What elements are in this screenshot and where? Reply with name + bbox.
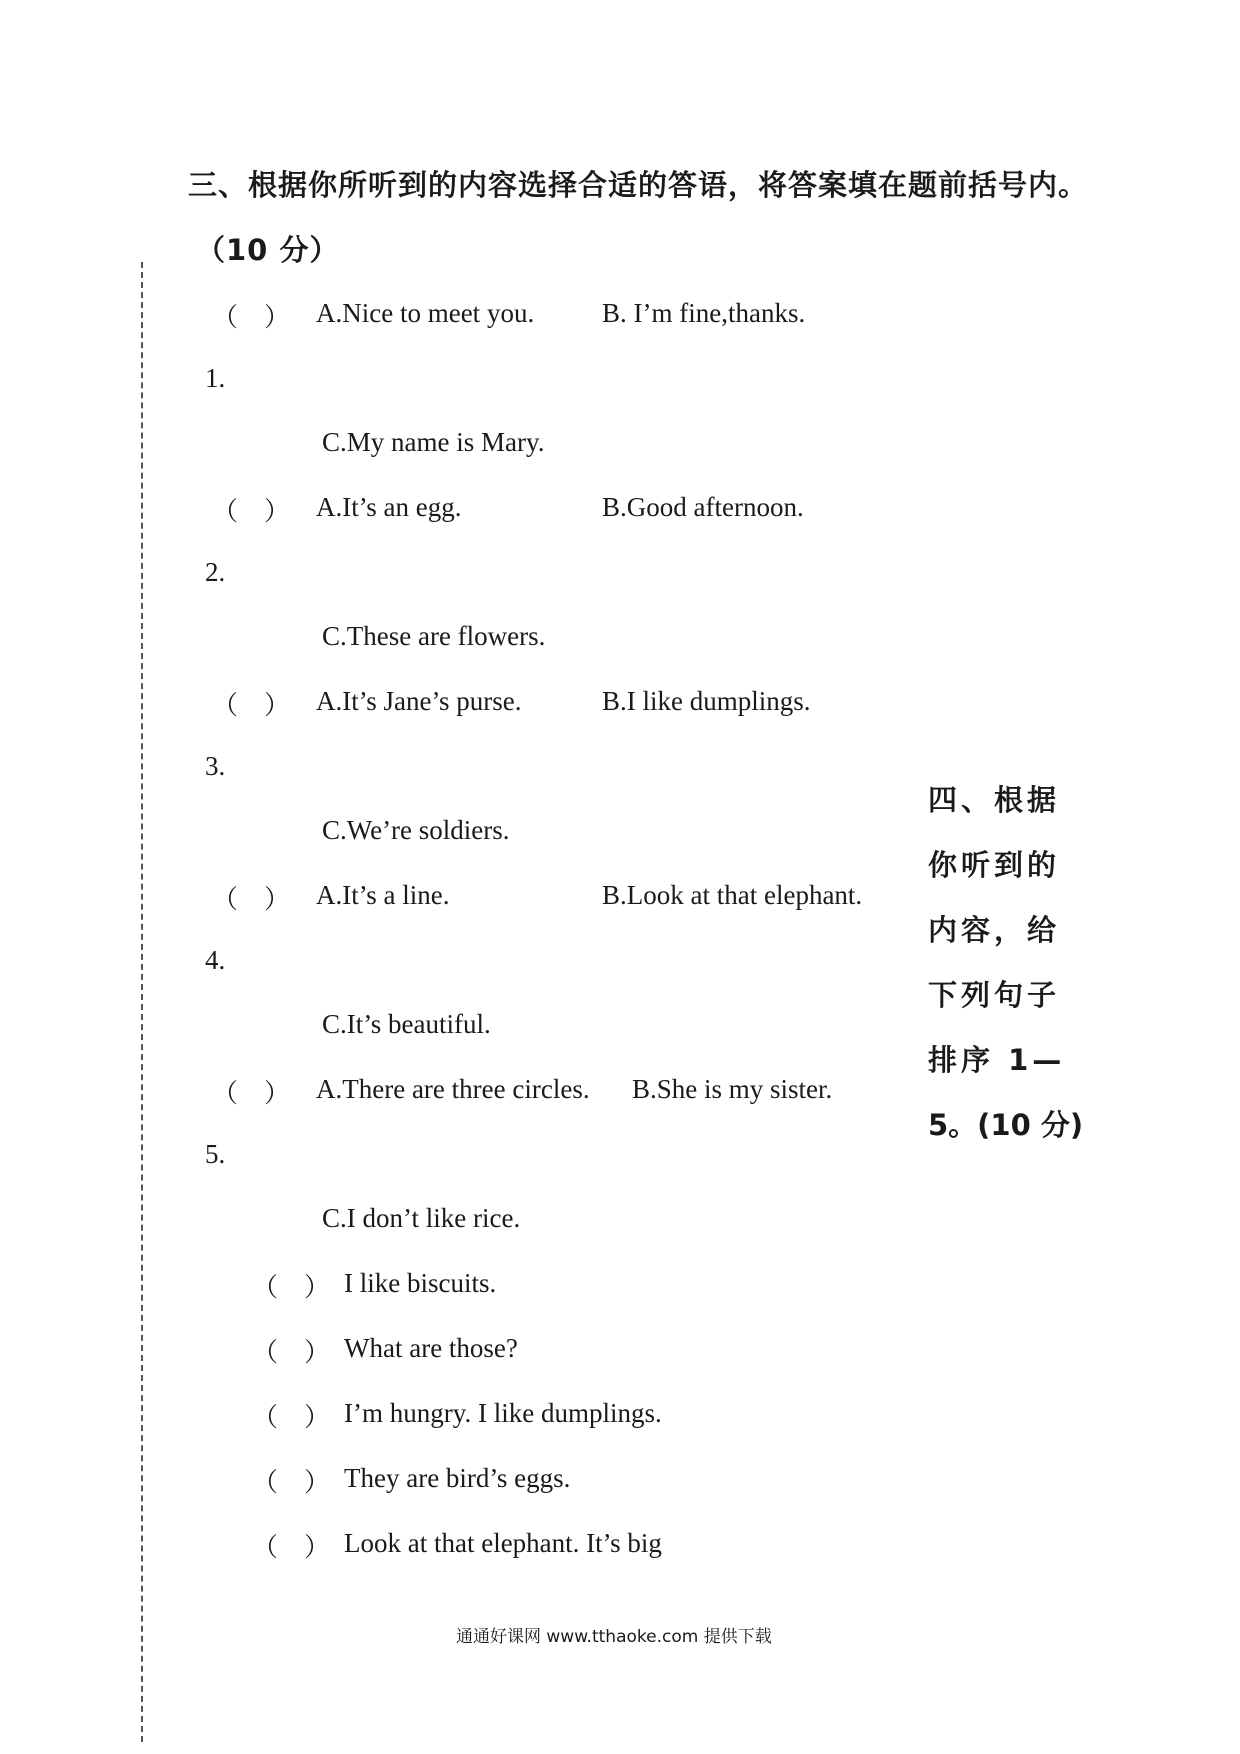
answer-paren[interactable]: （ ）	[212, 497, 291, 526]
answer-paren[interactable]: （ ）	[212, 303, 291, 332]
section4-title-line: 排序 1—	[928, 1043, 1066, 1077]
section4-title-line: 四、根据	[928, 783, 1061, 817]
order-paren[interactable]: （ ）	[252, 1468, 331, 1497]
option-c: C.These are flowers.	[322, 621, 546, 651]
option-c: C.We’re soldiers.	[322, 815, 510, 845]
answer-paren[interactable]: （ ）	[212, 885, 291, 914]
order-sentence: I like biscuits.	[344, 1268, 497, 1298]
answer-paren[interactable]: （ ）	[212, 691, 291, 720]
section4-title-line: 内容，给	[928, 913, 1061, 947]
order-paren[interactable]: （ ）	[252, 1533, 331, 1562]
option-b: B.I like dumplings.	[602, 686, 811, 716]
section4-title-line: 5。(10 分)	[928, 1108, 1084, 1142]
option-b: B.Good afternoon.	[602, 492, 804, 522]
option-b: B.She is my sister.	[632, 1074, 833, 1104]
footer-credit: 通通好课网 www.tthaoke.com 提供下载	[456, 1627, 772, 1647]
option-c: C.My name is Mary.	[322, 427, 545, 457]
answer-paren[interactable]: （ ）	[212, 1079, 291, 1108]
question-number: 1.	[205, 363, 226, 393]
order-paren[interactable]: （ ）	[252, 1403, 331, 1432]
section4-title	[928, 782, 1084, 1172]
order-paren[interactable]: （ ）	[252, 1338, 331, 1367]
question-number: 3.	[205, 751, 226, 781]
order-sentence: They are bird’s eggs.	[344, 1463, 571, 1493]
section4-title-line: 你听到的	[928, 848, 1061, 882]
question-number: 5.	[205, 1139, 226, 1169]
option-a: A.There are three circles.	[316, 1074, 590, 1104]
section4-title-line: 下列句子	[928, 978, 1061, 1012]
option-b: B.Look at that elephant.	[602, 880, 863, 910]
order-sentence: I’m hungry. I like dumplings.	[344, 1398, 662, 1428]
option-a: A.It’s Jane’s purse.	[316, 686, 522, 716]
order-sentence: What are those?	[344, 1333, 518, 1363]
option-a: A.It’s a line.	[316, 880, 450, 910]
binding-dashed-line	[141, 262, 143, 1742]
section3-score: （10 分）	[196, 233, 340, 267]
option-a: A.It’s an egg.	[316, 492, 462, 522]
option-c: C.It’s beautiful.	[322, 1009, 491, 1039]
question-number: 4.	[205, 945, 226, 975]
order-paren[interactable]: （ ）	[252, 1273, 331, 1302]
order-sentence: Look at that elephant. It’s big	[344, 1528, 662, 1558]
option-a: A.Nice to meet you.	[316, 298, 535, 328]
option-b: B. I’m fine,thanks.	[602, 298, 806, 328]
section3-title: 三、根据你所听到的内容选择合适的答语，将答案填在题前括号内。	[188, 168, 1089, 202]
question-number: 2.	[205, 557, 226, 587]
option-c: C.I don’t like rice.	[322, 1203, 521, 1233]
